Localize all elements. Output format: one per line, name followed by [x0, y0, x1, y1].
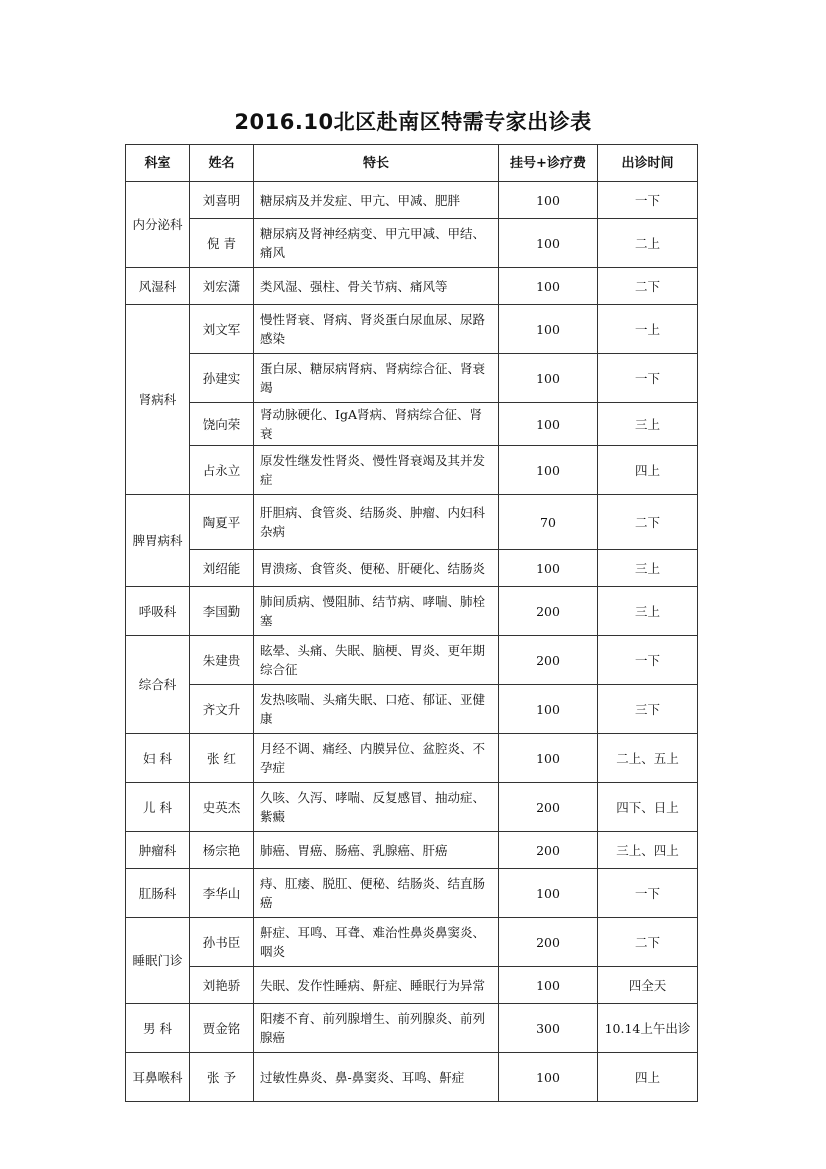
schedule-body [126, 182, 698, 1102]
doctor-name-cell: 朱建贵 [190, 636, 254, 685]
table-row [126, 967, 698, 1004]
specialty-cell: 慢性肾衰、肾病、肾炎蛋白尿血尿、尿路感染 [254, 305, 499, 354]
table-row [126, 182, 698, 219]
fee-cell: 200 [499, 832, 598, 869]
fee-cell: 70 [499, 495, 598, 550]
fee-cell: 100 [499, 219, 598, 268]
specialty-cell: 失眠、发作性睡病、鼾症、睡眠行为异常 [254, 967, 499, 1004]
specialty-cell: 阳痿不育、前列腺增生、前列腺炎、前列腺癌 [254, 1004, 499, 1053]
doctor-name-cell: 刘绍能 [190, 550, 254, 587]
clinic-time-cell: 三上 [598, 550, 698, 587]
header-time: 出诊时间 [598, 145, 698, 182]
doctor-name-cell: 孙书臣 [190, 918, 254, 967]
fee-cell: 100 [499, 182, 598, 219]
clinic-time-cell: 一下 [598, 636, 698, 685]
clinic-time-cell: 一下 [598, 182, 698, 219]
department-cell: 内分泌科 [126, 182, 190, 268]
table-row [126, 685, 698, 734]
doctor-name-cell: 孙建实 [190, 354, 254, 403]
table-row [126, 305, 698, 354]
clinic-time-cell: 二上、五上 [598, 734, 698, 783]
doctor-name-cell: 倪 青 [190, 219, 254, 268]
specialty-cell: 蛋白尿、糖尿病肾病、肾病综合征、肾衰竭 [254, 354, 499, 403]
specialty-cell: 鼾症、耳鸣、耳聋、难治性鼻炎鼻窦炎、咽炎 [254, 918, 499, 967]
doctor-name-cell: 李国勤 [190, 587, 254, 636]
specialty-cell: 肺间质病、慢阻肺、结节病、哮喘、肺栓塞 [254, 587, 499, 636]
clinic-time-cell: 10.14上午出诊 [598, 1004, 698, 1053]
clinic-time-cell: 一下 [598, 869, 698, 918]
specialty-cell: 肝胆病、食管炎、结肠炎、肿瘤、内妇科杂病 [254, 495, 499, 550]
specialty-cell: 糖尿病及并发症、甲亢、甲减、肥胖 [254, 182, 499, 219]
specialty-cell: 胃溃疡、食管炎、便秘、肝硬化、结肠炎 [254, 550, 499, 587]
schedule-table [125, 144, 698, 1102]
specialty-cell: 糖尿病及肾神经病变、甲亢甲减、甲结、痛风 [254, 219, 499, 268]
header-name: 姓名 [190, 145, 254, 182]
clinic-time-cell: 一下 [598, 354, 698, 403]
fee-cell: 100 [499, 354, 598, 403]
header-specialty: 特长 [254, 145, 499, 182]
clinic-time-cell: 三上 [598, 403, 698, 446]
table-row [126, 869, 698, 918]
doctor-name-cell: 刘宏潇 [190, 268, 254, 305]
page-title: 2016.10北区赴南区特需专家出诊表 [234, 110, 592, 134]
department-cell: 耳鼻喉科 [126, 1053, 190, 1102]
fee-cell: 100 [499, 734, 598, 783]
doctor-name-cell: 李华山 [190, 869, 254, 918]
clinic-time-cell: 一上 [598, 305, 698, 354]
table-row [126, 587, 698, 636]
clinic-time-cell: 四全天 [598, 967, 698, 1004]
table-row [126, 832, 698, 869]
fee-cell: 100 [499, 550, 598, 587]
specialty-cell: 原发性继发性肾炎、慢性肾衰竭及其并发症 [254, 446, 499, 495]
doctor-name-cell: 齐文升 [190, 685, 254, 734]
clinic-time-cell: 三上 [598, 587, 698, 636]
clinic-time-cell: 四上 [598, 446, 698, 495]
doctor-name-cell: 饶向荣 [190, 403, 254, 446]
doctor-name-cell: 张 红 [190, 734, 254, 783]
doctor-name-cell: 刘文军 [190, 305, 254, 354]
department-cell: 脾胃病科 [126, 495, 190, 587]
doctor-name-cell: 刘喜明 [190, 182, 254, 219]
doctor-name-cell: 占永立 [190, 446, 254, 495]
clinic-time-cell: 二下 [598, 268, 698, 305]
table-row [126, 550, 698, 587]
department-cell: 肾病科 [126, 305, 190, 495]
fee-cell: 100 [499, 869, 598, 918]
fee-cell: 100 [499, 305, 598, 354]
doctor-name-cell: 陶夏平 [190, 495, 254, 550]
specialty-cell: 久咳、久泻、哮喘、反复感冒、抽动症、紫癜 [254, 783, 499, 832]
department-cell: 肛肠科 [126, 869, 190, 918]
clinic-time-cell: 四上 [598, 1053, 698, 1102]
clinic-time-cell: 二上 [598, 219, 698, 268]
fee-cell: 200 [499, 587, 598, 636]
clinic-time-cell: 三上、四上 [598, 832, 698, 869]
department-cell: 睡眠门诊 [126, 918, 190, 1004]
fee-cell: 200 [499, 636, 598, 685]
specialty-cell: 肺癌、胃癌、肠癌、乳腺癌、肝癌 [254, 832, 499, 869]
department-cell: 综合科 [126, 636, 190, 734]
table-row [126, 403, 698, 446]
table-row [126, 446, 698, 495]
table-row [126, 1004, 698, 1053]
header-fee: 挂号+诊疗费 [499, 145, 598, 182]
table-row [126, 636, 698, 685]
doctor-name-cell: 张 予 [190, 1053, 254, 1102]
specialty-cell: 过敏性鼻炎、鼻-鼻窦炎、耳鸣、鼾症 [254, 1053, 499, 1102]
clinic-time-cell: 三下 [598, 685, 698, 734]
header-row [126, 145, 698, 182]
fee-cell: 100 [499, 967, 598, 1004]
table-row [126, 268, 698, 305]
specialty-cell: 发热咳喘、头痛失眠、口疮、郁证、亚健康 [254, 685, 499, 734]
table-row [126, 354, 698, 403]
specialty-cell: 月经不调、痛经、内膜异位、盆腔炎、不孕症 [254, 734, 499, 783]
doctor-name-cell: 刘艳骄 [190, 967, 254, 1004]
table-row [126, 918, 698, 967]
department-cell: 妇 科 [126, 734, 190, 783]
clinic-time-cell: 二下 [598, 918, 698, 967]
table-row [126, 734, 698, 783]
header-department: 科室 [126, 145, 190, 182]
fee-cell: 200 [499, 918, 598, 967]
fee-cell: 200 [499, 783, 598, 832]
specialty-cell: 眩晕、头痛、失眠、脑梗、胃炎、更年期综合征 [254, 636, 499, 685]
table-row [126, 1053, 698, 1102]
department-cell: 呼吸科 [126, 587, 190, 636]
department-cell: 风湿科 [126, 268, 190, 305]
table-row [126, 219, 698, 268]
fee-cell: 300 [499, 1004, 598, 1053]
fee-cell: 100 [499, 268, 598, 305]
fee-cell: 100 [499, 403, 598, 446]
clinic-time-cell: 四下、日上 [598, 783, 698, 832]
department-cell: 男 科 [126, 1004, 190, 1053]
fee-cell: 100 [499, 446, 598, 495]
specialty-cell: 痔、肛瘘、脱肛、便秘、结肠炎、结直肠癌 [254, 869, 499, 918]
doctor-name-cell: 史英杰 [190, 783, 254, 832]
doctor-name-cell: 贾金铭 [190, 1004, 254, 1053]
clinic-time-cell: 二下 [598, 495, 698, 550]
specialty-cell: 类风湿、强柱、骨关节病、痛风等 [254, 268, 499, 305]
department-cell: 儿 科 [126, 783, 190, 832]
fee-cell: 100 [499, 1053, 598, 1102]
specialty-cell: 肾动脉硬化、IgA肾病、肾病综合征、肾衰 [254, 403, 499, 446]
doctor-name-cell: 杨宗艳 [190, 832, 254, 869]
table-row [126, 783, 698, 832]
department-cell: 肿瘤科 [126, 832, 190, 869]
fee-cell: 100 [499, 685, 598, 734]
table-row [126, 495, 698, 550]
